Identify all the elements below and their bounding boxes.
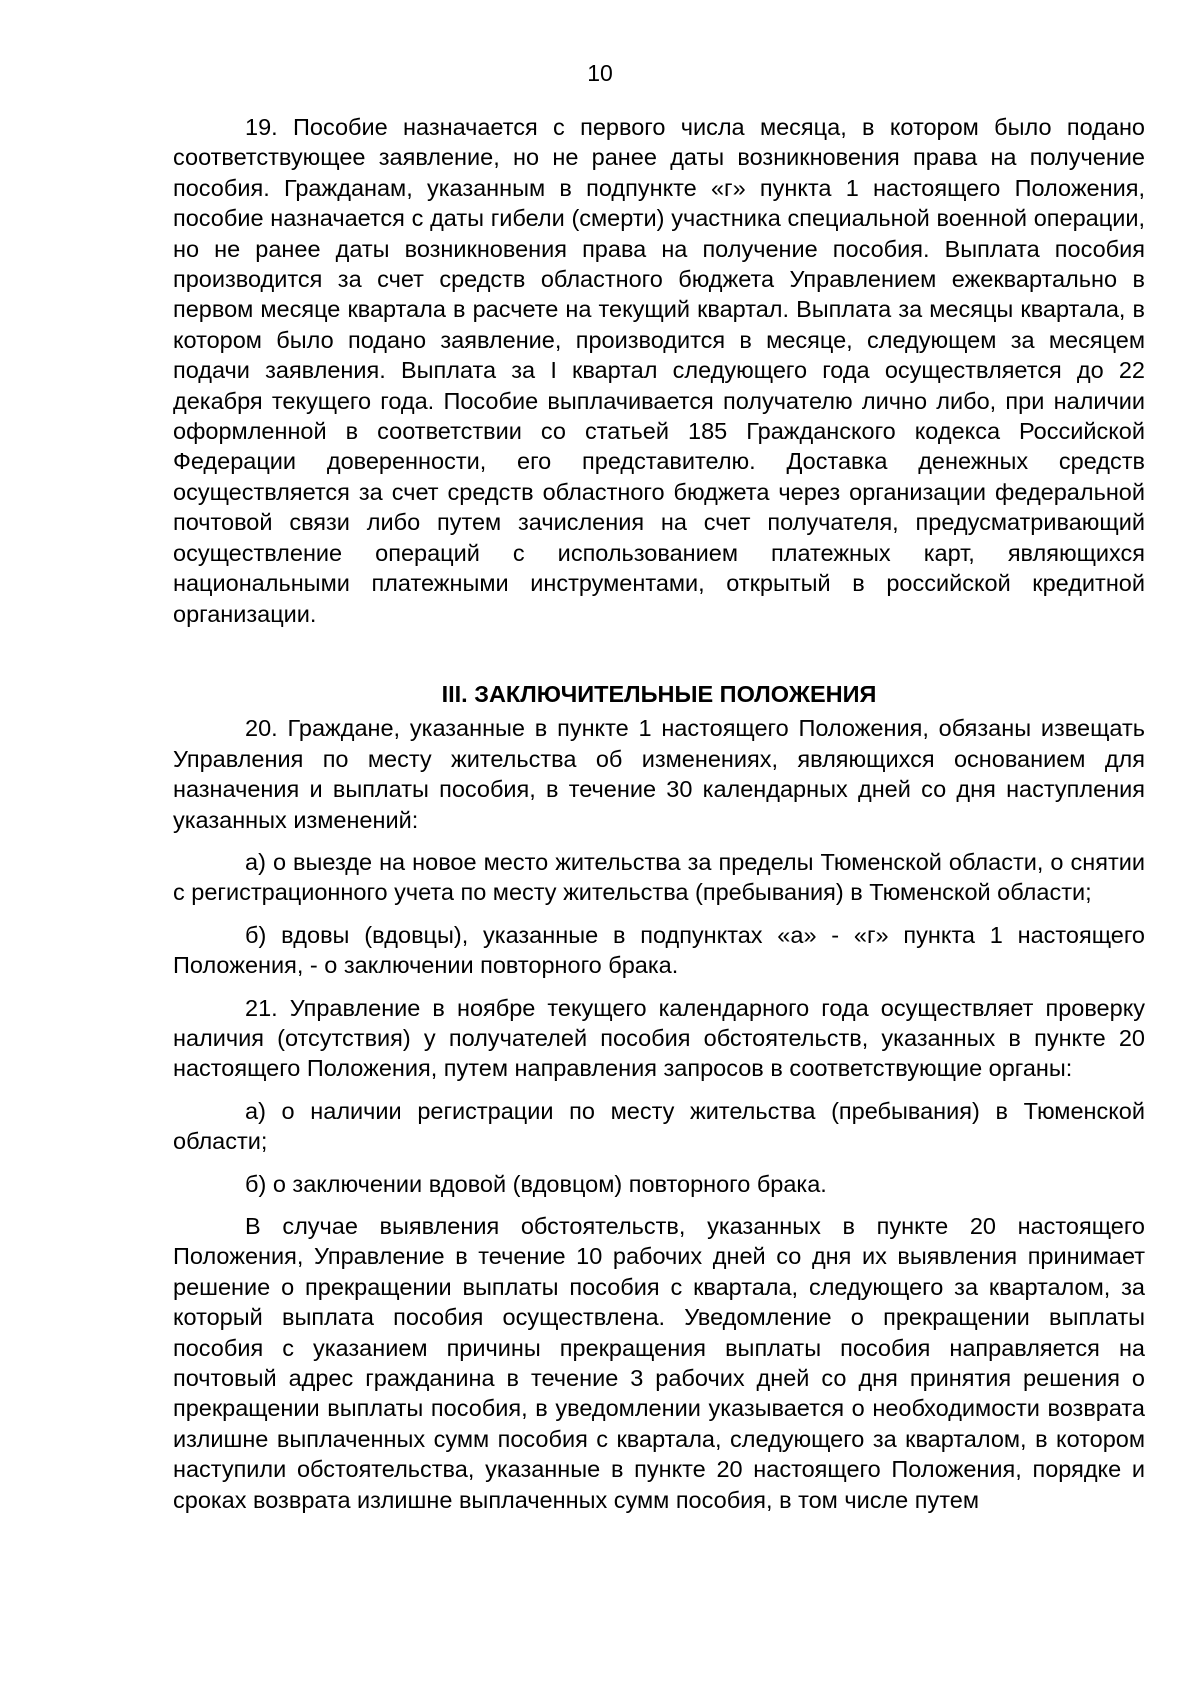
paragraph-20: 20. Граждане, указанные в пункте 1 настоящего Положения, обязаны извещать Управления по месту жительства об изменениях, являющихся основанием для назначения и выплаты пособия, в течение 30 календарных дней со дня наступления указанных изменений: bbox=[173, 715, 1145, 833]
paragraph-20-b: б) вдовы (вдовцы), указанные в подпунктах «а» - «г» пункта 1 настоящего Положения, - о заключении повторного брака. bbox=[173, 921, 1145, 979]
paragraph-21-b: б) о заключении вдовой (вдовцом) повторного брака. bbox=[245, 1170, 827, 1197]
paragraph-20-a: а) о выезде на новое место жительства за пределы Тюменской области, о снятии с регистрационного учета по месту жительства (пребывания) в Тюменской области; bbox=[173, 848, 1145, 906]
paragraph-21-continuation: В случае выявления обстоятельств, указанных в пункте 20 настоящего Положения, Управление в течение 10 рабочих дней со дня их выявления принимает решение о прекращении выплаты пособия с квартала, следующего за кварталом, за который выплата пособия осуществлена. Уведомление о прекращении выплаты пособия с указанием причины прекращения выплаты пособия направляется на почтовый адрес гражданина в течение 3 рабочих дней со дня принятия решения о прекращении выплаты пособия, в уведомлении указывается о необходимости возврата излишне выплаченных сумм пособия с квартала, следующего за кварталом, в котором наступили обстоятельства, указанные в пункте 20 настоящего Положения, порядке и сроках возврата излишне выплаченных сумм пособия, в том числе путем bbox=[173, 1213, 1145, 1513]
page-number: 10 bbox=[587, 60, 613, 86]
section-heading: III. ЗАКЛЮЧИТЕЛЬНЫЕ ПОЛОЖЕНИЯ bbox=[441, 680, 877, 707]
paragraph-21-a: а) о наличии регистрации по месту жительства (пребывания) в Тюменской области; bbox=[173, 1097, 1145, 1155]
document-body bbox=[173, 112, 1145, 1515]
paragraph-21: 21. Управление в ноябре текущего календарного года осуществляет проверку наличия (отсутствия) у получателей пособия обстоятельств, указанных в пункте 20 настоящего Положения, путем направления запросов в соответствующие органы: bbox=[173, 994, 1145, 1082]
paragraph-19: 19. Пособие назначается с первого числа месяца, в котором было подано соответствующее заявление, но не ранее даты возникновения права на получение пособия. Гражданам, указанным в подпункте «г» пункта 1 настоящего Положения, пособие назначается с даты гибели (смерти) участника специальной военной операции, но не ранее даты возникновения права на получение пособия. Выплата пособия производится за счет средств областного бюджета Управлением ежеквартально в первом месяце квартала в расчете на текущий квартал. Выплата за месяцы квартала, в котором было подано заявление, производится в месяце, следующем за месяцем подачи заявления. Выплата за I квартал следующего года осуществляется до 22 декабря текущего года. Пособие выплачивается получателю лично либо, при наличии оформленной в соответствии со статьей 185 Гражданского кодекса Российской Федерации доверенности, его представителю. Доставка денежных средств осуществляется за счет средств областного бюджета через организации федеральной почтовой связи либо путем зачисления на счет получателя, предусматривающий осуществление операций с использованием платежных карт, являющихся национальными платежными инструментами, открытый в российской кредитной организации. bbox=[173, 114, 1145, 627]
